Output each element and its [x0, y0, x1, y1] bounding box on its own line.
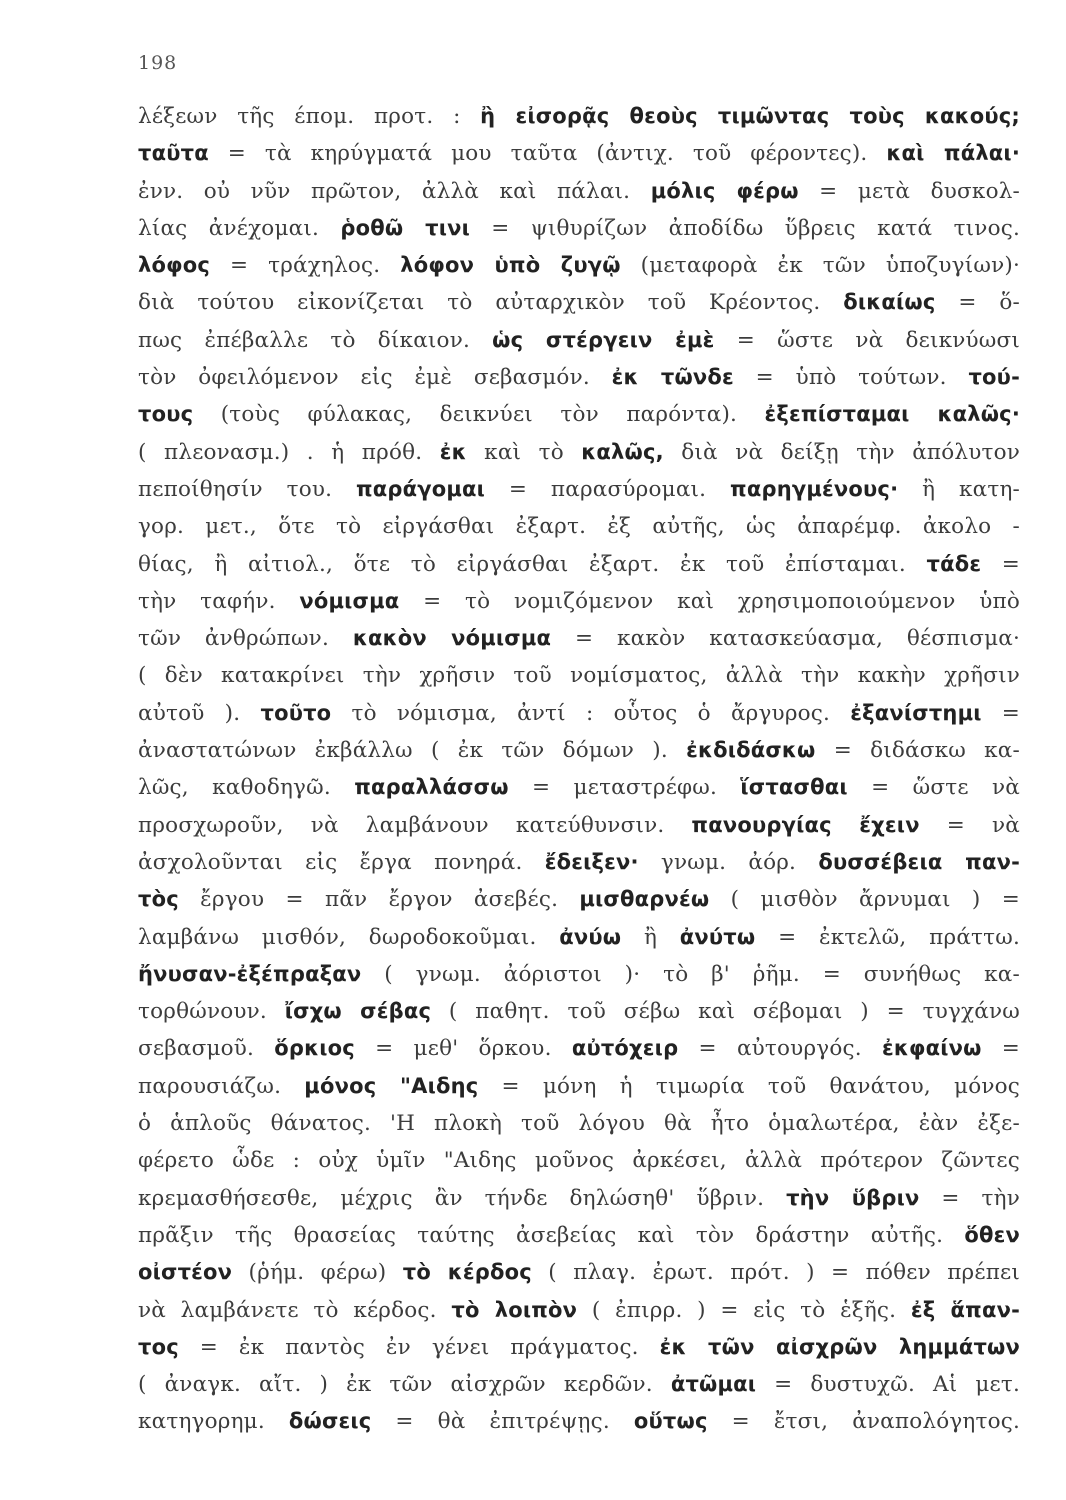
gloss-text: τὸν ὀφειλόμενον εἰς ἐμὲ σεβασμόν.	[138, 365, 612, 391]
glossary-term: τὸ λοιπὸν	[451, 1297, 578, 1322]
gloss-text: = ὅ-	[935, 290, 1020, 316]
glossary-term: ἀνύτω	[679, 924, 756, 949]
glossary-term: λόφος	[138, 253, 211, 278]
text-line	[138, 434, 1020, 471]
gloss-text: φέρετο ὧδε : οὐχ ὑμῖν "Αιδης μοῦνος ἀρκέσει, ἀλλὰ πρότερον ζῶντες	[138, 1148, 1020, 1174]
glossary-term: ἐκφαίνω	[881, 1036, 982, 1061]
gloss-text: αὐτοῦ ).	[138, 700, 261, 726]
gloss-text: = θὰ ἐπιτρέψῃς.	[371, 1409, 634, 1435]
text-line	[138, 583, 1020, 620]
gloss-text: (μεταφορὰ ἐκ τῶν ὑποζυγίων)·	[620, 253, 1020, 279]
glossary-term: ἀνύω	[559, 924, 622, 949]
glossary-term: πανουργίας ἔχειν	[691, 812, 920, 837]
glossary-term: ἤνυσαν-ἐξέπραξαν	[138, 961, 362, 986]
glossary-term: ἀτῶμαι	[670, 1372, 757, 1397]
glossary-term: λόφον ὑπὸ ζυγῷ	[400, 253, 621, 278]
glossary-term: παράγομαι	[355, 476, 486, 501]
glossary-term: ἐξανίστημι	[850, 700, 982, 725]
text-line	[138, 1292, 1020, 1329]
gloss-text: τὸ νόμισμα, ἀντί : οὗτος ὁ ἄργυρος.	[331, 700, 851, 726]
text-line	[138, 359, 1020, 396]
gloss-text: = μεθ' ὅρκου.	[354, 1036, 572, 1062]
gloss-text: = μεταστρέφω.	[508, 775, 741, 801]
gloss-text: ἢ κατη-	[898, 476, 1020, 502]
gloss-text: πρᾶξιν τῆς θρασείας ταύτης ἀσεβείας καὶ τὸν δράστην αὐτῆς.	[138, 1222, 965, 1248]
glossary-term: οὕτως	[633, 1409, 708, 1434]
gloss-text: ( πλεονασμ.) . ἡ πρόθ.	[138, 439, 440, 465]
text-line	[138, 1403, 1020, 1440]
gloss-text: =	[981, 700, 1020, 726]
gloss-text: διὰ νὰ δείξῃ τὴν ἀπόλυτον	[663, 439, 1020, 465]
glossary-term: ταῦτα	[138, 141, 209, 166]
text-line	[138, 993, 1020, 1030]
glossary-term: μόνος "Αιδης	[304, 1073, 479, 1098]
text-line	[138, 1254, 1020, 1291]
text-line	[138, 1105, 1020, 1142]
glossary-term: τους	[138, 402, 194, 427]
glossary-term: τὸς	[138, 887, 179, 912]
glossary-term: νόμισμα	[299, 588, 400, 613]
text-line	[138, 322, 1020, 359]
gloss-text: ( ἀναγκ. αἴτ. ) ἐκ τῶν αἰσχρῶν κερδῶν.	[138, 1372, 671, 1398]
gloss-text: γνωμ. ἀόρ.	[638, 849, 819, 875]
gloss-text: διὰ τούτου εἰκονίζεται τὸ αὐταρχικὸν τοῦ Κρέοντος.	[138, 290, 844, 316]
glossary-term: δώσεις	[288, 1409, 372, 1434]
gloss-text: = ἔτσι, ἀναπολόγητος.	[707, 1409, 1020, 1435]
gloss-text: = δυστυχῶ. Αἱ μετ.	[756, 1372, 1020, 1398]
text-line	[138, 173, 1020, 210]
gloss-text: = ἐκ παντὸς ἐν γένει πράγματος.	[178, 1334, 660, 1360]
gloss-text: =	[981, 1036, 1020, 1062]
gloss-text: νὰ λαμβάνετε τὸ κέρδος.	[138, 1297, 452, 1323]
text-line	[138, 1030, 1020, 1067]
text-line	[138, 956, 1020, 993]
gloss-text: (ῥήμ. φέρω)	[232, 1260, 403, 1286]
glossary-term: ἐξ ἅπαν-	[910, 1297, 1020, 1322]
glossary-term: ἐκ τῶν αἰσχρῶν λημμάτων	[659, 1334, 1020, 1359]
gloss-text: = ὥστε νὰ δεικνύωσι	[714, 327, 1020, 353]
gloss-text: = ψιθυρίζων ἀποδίδω ὕβρεις κατά τινος.	[469, 215, 1020, 241]
gloss-text: γορ. μετ., ὅτε τὸ εἰργάσθαι ἐξαρτ. ἐξ αὐτῆς, ὡς ἀπαρέμφ. ἀκολο -	[138, 514, 1020, 540]
gloss-text: = αὐτουργός.	[678, 1036, 882, 1062]
glossary-term: αὐτόχειρ	[571, 1036, 679, 1061]
glossary-term: μισθαρνέω	[579, 887, 710, 912]
gloss-text: = μετὰ δυσκολ-	[798, 178, 1020, 204]
glossary-term: ὡς στέργειν ἐμὲ	[492, 327, 715, 352]
gloss-text: =	[981, 551, 1020, 577]
gloss-text: = τὸ νομιζόμενον καὶ χρησιμοποιούμενον ὑπὸ	[399, 588, 1020, 614]
gloss-text: = κακὸν κατασκεύασμα, θέσπισμα·	[551, 626, 1020, 652]
gloss-text: παρουσιάζω.	[138, 1073, 305, 1099]
gloss-text: ἔργου = πᾶν ἔργον ἀσεβές.	[178, 887, 580, 913]
gloss-text: τῶν ἀνθρώπων.	[138, 626, 353, 652]
text-line	[138, 210, 1020, 247]
glossary-term: ἐκδιδάσκω	[686, 738, 816, 763]
text-line	[138, 508, 1020, 545]
glossary-term: ῥοθῶ τινι	[340, 215, 470, 240]
gloss-text: τὴν ταφήν.	[138, 588, 300, 614]
text-line	[138, 546, 1020, 583]
gloss-text: ( ἐπιρρ. ) = εἰς τὸ ἑξῆς.	[577, 1297, 911, 1323]
gloss-text: = τὴν	[919, 1185, 1020, 1211]
glossary-term: ὅθεν	[964, 1222, 1020, 1247]
gloss-text: λαμβάνω μισθόν, δωροδοκοῦμαι.	[138, 924, 560, 950]
glossary-term: τὴν ὕβριν	[786, 1185, 920, 1210]
text-line	[138, 881, 1020, 918]
gloss-text: ἀναστατώνων ἐκβάλλω ( ἐκ τῶν δόμων ).	[138, 738, 687, 764]
gloss-text: ( γνωμ. ἀόριστοι )· τὸ β' ῥῆμ. = συνήθως κα-	[361, 961, 1020, 987]
glossary-term: ἐκ	[439, 439, 467, 464]
text-line	[138, 657, 1020, 694]
gloss-text: θίας, ἢ αἰτιολ., ὅτε τὸ εἰργάσθαι ἐξαρτ. ἐκ τοῦ ἐπίσταμαι.	[138, 551, 927, 577]
text-line	[138, 769, 1020, 806]
text-line	[138, 732, 1020, 769]
glossary-term: καλῶς,	[581, 439, 664, 464]
text-line	[138, 807, 1020, 844]
page-number: 198	[138, 52, 178, 74]
gloss-text: ( μισθὸν ἄρνυμαι ) =	[709, 887, 1020, 913]
glossary-term: κακὸν νόμισμα	[352, 626, 552, 651]
gloss-text: λίας ἀνέχομαι.	[138, 215, 341, 241]
gloss-text: ( παθητ. τοῦ σέβω καὶ σέβομαι ) = τυγχάνω	[431, 999, 1020, 1025]
gloss-text: πεποίθησίν του.	[138, 476, 356, 502]
text-line	[138, 1180, 1020, 1217]
gloss-text: κατηγορημ.	[138, 1409, 289, 1435]
gloss-text: = τὰ κηρύγματά μου ταῦτα (ἀντιχ. τοῦ φέροντες).	[208, 141, 887, 167]
gloss-text: πως ἐπέβαλλε τὸ δίκαιον.	[138, 327, 493, 353]
page-text	[138, 98, 1020, 1441]
gloss-text: = μόνη ἡ τιμωρία τοῦ θανάτου, μόνος	[478, 1073, 1020, 1099]
gloss-text: ( δὲν κατακρίνει τὴν χρῆσιν τοῦ νομίσματος, ἀλλὰ τὴν κακὴν χρῆσιν	[138, 663, 1020, 689]
glossary-term: τού-	[968, 365, 1020, 390]
text-line	[138, 284, 1020, 321]
glossary-term: τοῦτο	[260, 700, 332, 725]
glossary-term: ἔδειξεν·	[544, 849, 639, 874]
gloss-text: κρεμασθήσεσθε, μέχρις ἂν τήνδε δηλώσηθ' ὕβριν.	[138, 1185, 787, 1211]
glossary-term: ἐξεπίσταμαι καλῶς·	[764, 402, 1020, 427]
gloss-text: = διδάσκω κα-	[815, 738, 1020, 764]
glossary-term: τάδε	[926, 551, 982, 576]
glossary-term: ὅρκιος	[274, 1036, 355, 1061]
text-line	[138, 695, 1020, 732]
gloss-text: σεβασμοῦ.	[138, 1036, 275, 1062]
glossary-term: ἵστασθαι	[740, 775, 848, 800]
glossary-term: τὸ κέρδος	[402, 1260, 532, 1285]
gloss-text: λέξεων τῆς έπομ. προτ. :	[138, 104, 481, 129]
text-line	[138, 919, 1020, 956]
text-line	[138, 620, 1020, 657]
text-line	[138, 1068, 1020, 1105]
glossary-term: τος	[138, 1334, 179, 1359]
text-line	[138, 98, 1020, 135]
gloss-text: προσχωροῦν, νὰ λαμβάνουν κατεύθυνσιν.	[138, 812, 692, 838]
glossary-term: δικαίως	[843, 290, 936, 315]
gloss-text: = νὰ	[919, 812, 1020, 838]
gloss-text: = τράχηλος.	[210, 253, 401, 279]
glossary-term: ἴσχω σέβας	[284, 999, 432, 1024]
gloss-text: ἐνν. οὐ νῦν πρῶτον, ἀλλὰ καὶ πάλαι.	[138, 178, 651, 204]
gloss-text: = ἐκτελῶ, πράττω.	[755, 924, 1020, 950]
gloss-text: ὁ ἁπλοῦς θάνατος. 'Η πλοκὴ τοῦ λόγου θὰ ἦτο ὁμαλωτέρα, ἐὰν ἐξε-	[138, 1111, 1020, 1137]
text-line	[138, 1217, 1020, 1254]
glossary-term: ἢ εἰσορᾷς θεοὺς τιμῶντας τοὺς κακούς;	[480, 104, 1020, 128]
text-line	[138, 1329, 1020, 1366]
text-line	[138, 396, 1020, 433]
gloss-text: ( πλαγ. ἐρωτ. πρότ. ) = πόθεν πρέπει	[531, 1260, 1020, 1286]
text-line	[138, 844, 1020, 881]
text-line	[138, 247, 1020, 284]
glossary-term: μόλις φέρω	[650, 178, 799, 203]
gloss-text: λῶς, καθοδηγῶ.	[138, 775, 355, 801]
gloss-text: = παρασύρομαι.	[485, 476, 731, 502]
glossary-term: δυσσέβεια παν-	[818, 849, 1020, 874]
text-line	[138, 471, 1020, 508]
gloss-text: καὶ τὸ	[466, 439, 582, 465]
gloss-text: = ὑπὸ τούτων.	[733, 365, 969, 391]
gloss-text: (τοὺς φύλακας, δεικνύει τὸν παρόντα).	[193, 402, 765, 428]
gloss-text: ἀσχολοῦνται εἰς ἔργα πονηρά.	[138, 849, 545, 875]
gloss-text: ἢ	[621, 924, 680, 950]
glossary-term: οἰστέον	[138, 1260, 233, 1285]
glossary-term: καὶ πάλαι·	[886, 141, 1020, 166]
gloss-text: = ὥστε νὰ	[847, 775, 1020, 801]
text-line	[138, 1366, 1020, 1403]
glossary-term: παρηγμένους·	[730, 476, 899, 501]
text-line	[138, 135, 1020, 172]
glossary-term: παραλλάσσω	[354, 775, 509, 800]
gloss-text: τορθώνουν.	[138, 999, 285, 1025]
text-line	[138, 1142, 1020, 1179]
glossary-term: ἐκ τῶνδε	[611, 365, 734, 390]
